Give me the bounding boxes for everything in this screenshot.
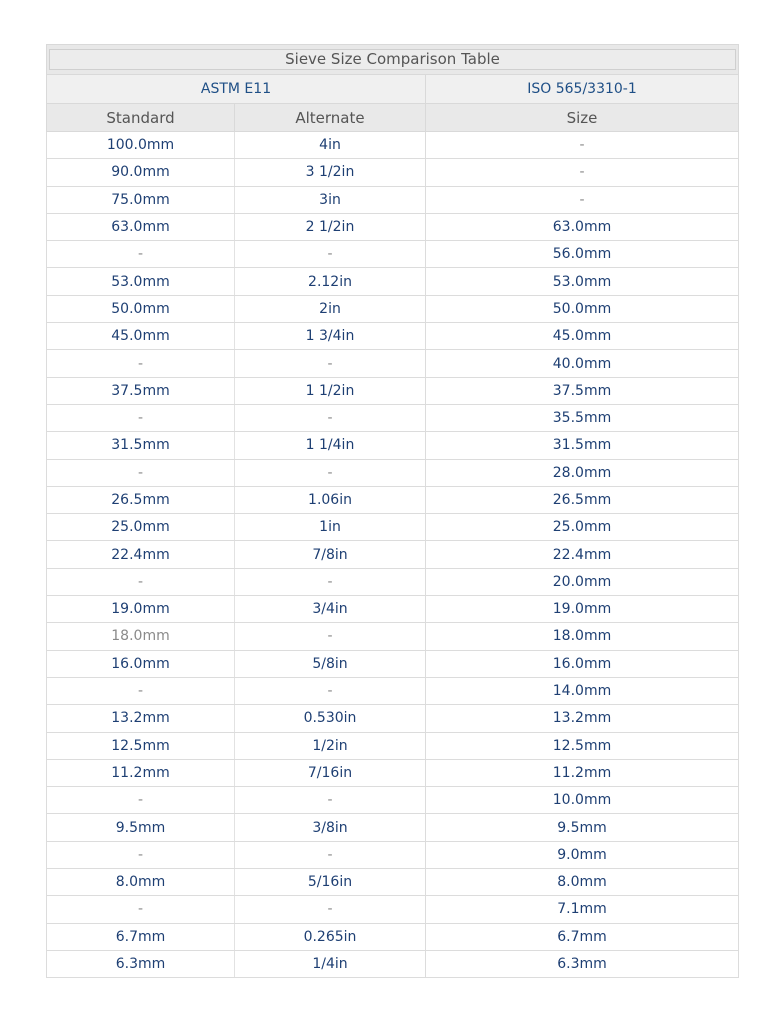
standard-cell: - bbox=[47, 459, 235, 486]
alternate-cell: 5/8in bbox=[235, 650, 426, 677]
iso-size-cell: 56.0mm bbox=[426, 241, 739, 268]
standard-cell: 22.4mm bbox=[47, 541, 235, 568]
table-row bbox=[47, 486, 739, 513]
iso-size-cell: 14.0mm bbox=[426, 677, 739, 704]
standard-cell: - bbox=[47, 568, 235, 595]
standard-cell: 9.5mm bbox=[47, 814, 235, 841]
alternate-cell: 1 3/4in bbox=[235, 323, 426, 350]
standard-cell: 18.0mm bbox=[47, 623, 235, 650]
alternate-cell: 1 1/4in bbox=[235, 432, 426, 459]
table-row bbox=[47, 841, 739, 868]
table-title-row bbox=[47, 45, 739, 75]
table-row bbox=[47, 759, 739, 786]
iso-size-cell: 25.0mm bbox=[426, 514, 739, 541]
standard-column-header: Standard bbox=[47, 104, 235, 132]
standard-cell: - bbox=[47, 404, 235, 431]
alternate-cell: 1/4in bbox=[235, 950, 426, 977]
standard-cell: 90.0mm bbox=[47, 159, 235, 186]
table-row bbox=[47, 323, 739, 350]
alternate-column-header: Alternate bbox=[235, 104, 426, 132]
standard-cell: - bbox=[47, 787, 235, 814]
table-row bbox=[47, 950, 739, 977]
alternate-cell: 0.530in bbox=[235, 705, 426, 732]
alternate-cell: - bbox=[235, 459, 426, 486]
iso-size-cell: - bbox=[426, 186, 739, 213]
standard-cell: 45.0mm bbox=[47, 323, 235, 350]
alternate-cell: 3/8in bbox=[235, 814, 426, 841]
table-row bbox=[47, 623, 739, 650]
alternate-cell: - bbox=[235, 841, 426, 868]
standard-cell: 6.3mm bbox=[47, 950, 235, 977]
table-row bbox=[47, 295, 739, 322]
iso-size-cell: 40.0mm bbox=[426, 350, 739, 377]
standard-cell: - bbox=[47, 350, 235, 377]
alternate-cell: - bbox=[235, 568, 426, 595]
table-row bbox=[47, 132, 739, 159]
alternate-cell: - bbox=[235, 677, 426, 704]
alternate-cell: 2in bbox=[235, 295, 426, 322]
astm-group-header: ASTM E11 bbox=[47, 75, 426, 104]
standard-cell: 11.2mm bbox=[47, 759, 235, 786]
standard-cell: 50.0mm bbox=[47, 295, 235, 322]
standard-cell: 53.0mm bbox=[47, 268, 235, 295]
table-row bbox=[47, 541, 739, 568]
alternate-cell: 5/16in bbox=[235, 869, 426, 896]
standard-cell: 12.5mm bbox=[47, 732, 235, 759]
alternate-cell: - bbox=[235, 404, 426, 431]
iso-size-cell: 31.5mm bbox=[426, 432, 739, 459]
table-row bbox=[47, 923, 739, 950]
table-body bbox=[47, 132, 739, 978]
iso-size-cell: - bbox=[426, 132, 739, 159]
sieve-table-container bbox=[46, 44, 738, 978]
table-row bbox=[47, 159, 739, 186]
iso-size-cell: 16.0mm bbox=[426, 650, 739, 677]
standard-cell: 16.0mm bbox=[47, 650, 235, 677]
alternate-cell: 2.12in bbox=[235, 268, 426, 295]
standard-cell: 19.0mm bbox=[47, 596, 235, 623]
iso-size-cell: 9.5mm bbox=[426, 814, 739, 841]
group-header-row bbox=[47, 75, 739, 104]
standard-cell: - bbox=[47, 241, 235, 268]
standard-cell: - bbox=[47, 677, 235, 704]
iso-size-cell: 50.0mm bbox=[426, 295, 739, 322]
table-row bbox=[47, 596, 739, 623]
iso-size-cell: 63.0mm bbox=[426, 213, 739, 240]
table-row bbox=[47, 677, 739, 704]
alternate-cell: 3/4in bbox=[235, 596, 426, 623]
alternate-cell: 7/8in bbox=[235, 541, 426, 568]
alternate-cell: 4in bbox=[235, 132, 426, 159]
iso-size-cell: 53.0mm bbox=[426, 268, 739, 295]
table-row bbox=[47, 650, 739, 677]
table-row bbox=[47, 869, 739, 896]
table-row bbox=[47, 186, 739, 213]
standard-cell: 13.2mm bbox=[47, 705, 235, 732]
standard-cell: 63.0mm bbox=[47, 213, 235, 240]
iso-size-cell: 35.5mm bbox=[426, 404, 739, 431]
table-row bbox=[47, 814, 739, 841]
iso-size-cell: 26.5mm bbox=[426, 486, 739, 513]
alternate-cell: 3 1/2in bbox=[235, 159, 426, 186]
iso-size-cell: 12.5mm bbox=[426, 732, 739, 759]
alternate-cell: - bbox=[235, 241, 426, 268]
standard-cell: 37.5mm bbox=[47, 377, 235, 404]
alternate-cell: - bbox=[235, 623, 426, 650]
table-row bbox=[47, 241, 739, 268]
table-row bbox=[47, 213, 739, 240]
standard-cell: - bbox=[47, 841, 235, 868]
iso-size-cell: 6.7mm bbox=[426, 923, 739, 950]
iso-size-cell: 18.0mm bbox=[426, 623, 739, 650]
table-row bbox=[47, 404, 739, 431]
standard-cell: 26.5mm bbox=[47, 486, 235, 513]
table-row bbox=[47, 732, 739, 759]
alternate-cell: 2 1/2in bbox=[235, 213, 426, 240]
alternate-cell: - bbox=[235, 787, 426, 814]
alternate-cell: - bbox=[235, 350, 426, 377]
alternate-cell: 1.06in bbox=[235, 486, 426, 513]
iso-size-cell: 6.3mm bbox=[426, 950, 739, 977]
standard-cell: 100.0mm bbox=[47, 132, 235, 159]
iso-size-cell: 7.1mm bbox=[426, 896, 739, 923]
table-row bbox=[47, 459, 739, 486]
sieve-size-comparison-table bbox=[46, 44, 739, 978]
alternate-cell: 0.265in bbox=[235, 923, 426, 950]
alternate-cell: - bbox=[235, 896, 426, 923]
table-row bbox=[47, 514, 739, 541]
iso-size-cell: 19.0mm bbox=[426, 596, 739, 623]
table-title: Sieve Size Comparison Table bbox=[49, 49, 736, 70]
column-header-row bbox=[47, 104, 739, 132]
alternate-cell: 1/2in bbox=[235, 732, 426, 759]
size-column-header: Size bbox=[426, 104, 739, 132]
table-row bbox=[47, 787, 739, 814]
iso-group-header: ISO 565/3310-1 bbox=[426, 75, 739, 104]
alternate-cell: 3in bbox=[235, 186, 426, 213]
table-row bbox=[47, 350, 739, 377]
iso-size-cell: 10.0mm bbox=[426, 787, 739, 814]
alternate-cell: 1 1/2in bbox=[235, 377, 426, 404]
standard-cell: 6.7mm bbox=[47, 923, 235, 950]
iso-size-cell: 8.0mm bbox=[426, 869, 739, 896]
standard-cell: - bbox=[47, 896, 235, 923]
standard-cell: 25.0mm bbox=[47, 514, 235, 541]
iso-size-cell: 45.0mm bbox=[426, 323, 739, 350]
iso-size-cell: - bbox=[426, 159, 739, 186]
iso-size-cell: 22.4mm bbox=[426, 541, 739, 568]
table-row bbox=[47, 705, 739, 732]
table-row bbox=[47, 377, 739, 404]
alternate-cell: 1in bbox=[235, 514, 426, 541]
standard-cell: 8.0mm bbox=[47, 869, 235, 896]
table-row bbox=[47, 432, 739, 459]
alternate-cell: 7/16in bbox=[235, 759, 426, 786]
iso-size-cell: 9.0mm bbox=[426, 841, 739, 868]
table-row bbox=[47, 268, 739, 295]
iso-size-cell: 37.5mm bbox=[426, 377, 739, 404]
table-row bbox=[47, 896, 739, 923]
iso-size-cell: 11.2mm bbox=[426, 759, 739, 786]
table-row bbox=[47, 568, 739, 595]
standard-cell: 31.5mm bbox=[47, 432, 235, 459]
iso-size-cell: 20.0mm bbox=[426, 568, 739, 595]
iso-size-cell: 28.0mm bbox=[426, 459, 739, 486]
iso-size-cell: 13.2mm bbox=[426, 705, 739, 732]
standard-cell: 75.0mm bbox=[47, 186, 235, 213]
